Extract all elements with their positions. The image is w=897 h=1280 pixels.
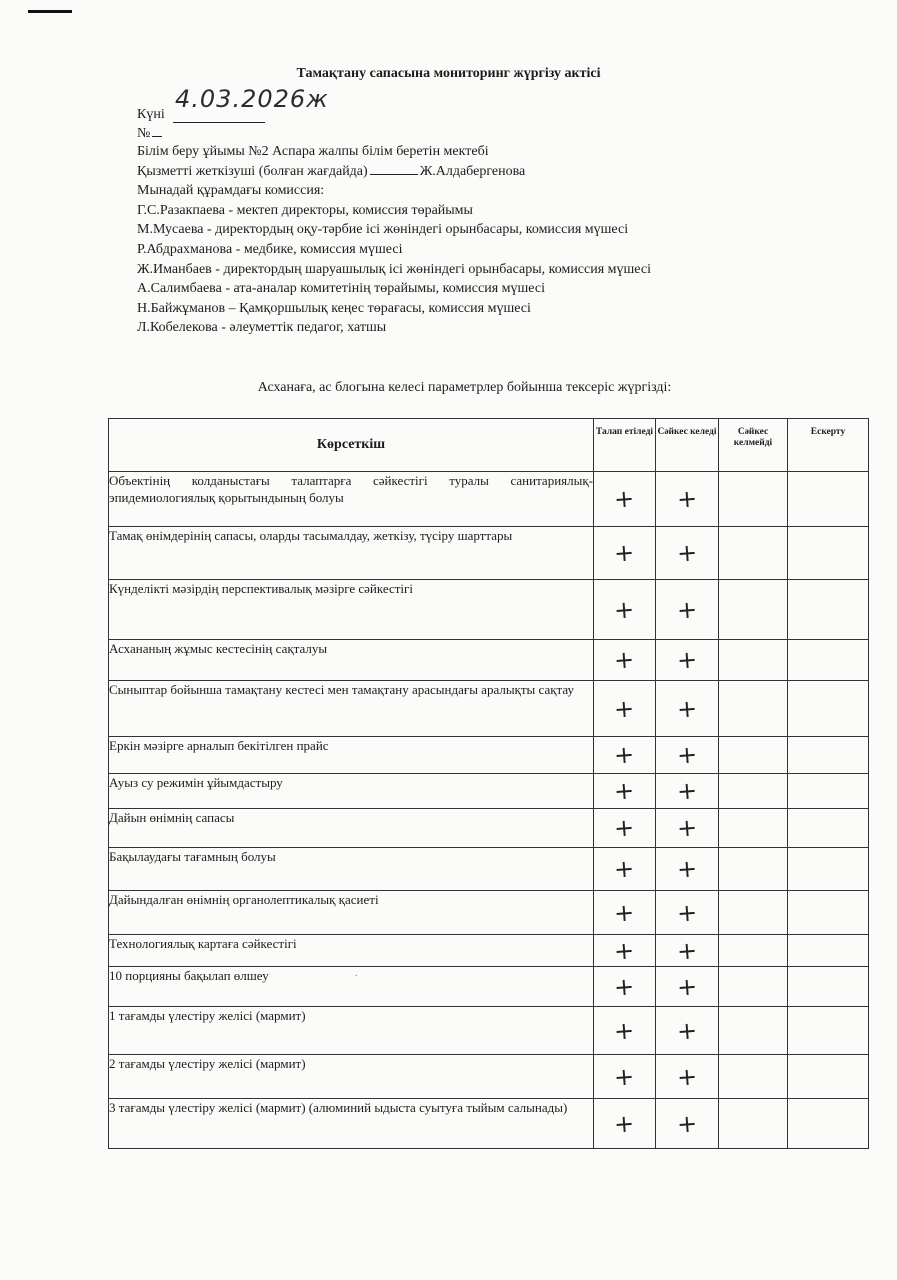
required-mark: +: [613, 645, 636, 675]
required-mark: +: [613, 1015, 636, 1046]
supplier-blank: [370, 174, 418, 175]
commission-member: Л.Кобелекова - әлеуметтік педагог, хатшы: [137, 320, 387, 336]
date-underline: [173, 122, 265, 123]
supplier-line: [137, 162, 651, 182]
required-mark: +: [613, 897, 636, 928]
noncompliant-cell: [719, 527, 788, 580]
row-indicator: 3 тағамды үлестіру желісі (мармит) (алюминий ыдыста суытуға тыйым салынады): [109, 1099, 594, 1149]
inspection-table: [108, 418, 869, 1149]
commission-member: Н.Байжұманов – Қамқоршылық кеңес төрағасы, комиссия мүшесі: [137, 300, 531, 316]
table-row: [109, 809, 869, 848]
note-cell: [788, 891, 869, 935]
compliant-mark: +: [675, 693, 698, 724]
row-indicator: Еркін мәзірге арналып бекітілген прайс: [109, 737, 594, 774]
header-block: [137, 85, 651, 338]
table-row: [109, 935, 869, 967]
noncompliant-cell: [719, 737, 788, 774]
noncompliant-cell: [719, 472, 788, 527]
note-cell: [788, 1007, 869, 1055]
table-row: [109, 681, 869, 737]
note-cell: [788, 774, 869, 809]
corner-mark: [28, 10, 72, 13]
noncompliant-cell: [719, 1055, 788, 1099]
noncompliant-cell: [719, 1007, 788, 1055]
note-cell: [788, 580, 869, 640]
required-mark: +: [613, 935, 636, 966]
required-mark: +: [613, 693, 636, 724]
number-underline: [152, 136, 162, 137]
required-mark: +: [613, 594, 636, 625]
table-row: [109, 1007, 869, 1055]
section-subtitle: Асханаға, ас блогына келесі параметрлер бойынша тексеріс жүргізді:: [257, 380, 672, 395]
note-cell: [788, 809, 869, 848]
note-cell: [788, 848, 869, 891]
table-row: [109, 1099, 869, 1149]
compliant-mark: +: [675, 1015, 698, 1046]
noncompliant-cell: [719, 891, 788, 935]
header-note: Ескерту: [788, 419, 869, 472]
compliant-mark: +: [675, 1061, 698, 1092]
compliant-mark: +: [675, 935, 698, 966]
date-value: 4.03.2026ж: [175, 85, 329, 113]
row-indicator: Сыныптар бойынша тамақтану кестесі мен тамақтану арасындағы аралықты сақтау: [109, 681, 594, 737]
required-mark: +: [613, 1108, 636, 1139]
header-indicator: Көрсеткіш: [109, 419, 594, 472]
date-label: Күні: [137, 107, 165, 122]
note-cell: [788, 935, 869, 967]
noncompliant-cell: [719, 640, 788, 681]
header-compliant: Сәйкес келеді: [656, 419, 719, 472]
row-indicator: 10 порцияны бақылап өлшеу: [109, 967, 594, 1007]
compliant-mark: +: [675, 645, 698, 675]
note-cell: [788, 681, 869, 737]
required-mark: +: [613, 971, 636, 1002]
table-row: [109, 737, 869, 774]
table-row: [109, 774, 869, 809]
compliant-mark: +: [675, 854, 698, 884]
table-row: [109, 640, 869, 681]
required-mark: +: [613, 740, 636, 770]
note-cell: [788, 1055, 869, 1099]
table-row: [109, 580, 869, 640]
noncompliant-cell: [719, 967, 788, 1007]
number-label: №: [137, 126, 151, 141]
noncompliant-cell: [719, 681, 788, 737]
note-cell: [788, 527, 869, 580]
header-required: Талап етіледі: [594, 419, 656, 472]
document-title: Тамақтану сапасына мониторинг жүргізу актісі: [296, 66, 601, 81]
compliant-mark: +: [675, 484, 698, 514]
required-mark: +: [613, 813, 636, 843]
required-mark: +: [613, 484, 636, 514]
table-row: [109, 891, 869, 935]
compliant-mark: +: [675, 594, 698, 625]
supplier-name: Ж.Алдабергенова: [419, 163, 526, 179]
noncompliant-cell: [719, 809, 788, 848]
row-indicator: Объектінің колданыстағы талаптарға сәйкестігі туралы санитариялық-эпидемиологиялық қорытындының болуы: [109, 472, 594, 527]
supplier-label: Қызметті жеткізуші (болған жағдайда): [137, 163, 368, 179]
compliant-mark: +: [675, 538, 698, 568]
row-indicator: Күнделікті мәзірдің перспективалық мәзірге сәйкестігі: [109, 580, 594, 640]
org-line: Білім беру ұйымы №2 Аспара жалпы білім беретін мектебі: [137, 144, 489, 159]
stray-dot: .: [355, 968, 358, 979]
row-indicator: Дайын өнімнің сапасы: [109, 809, 594, 848]
row-indicator: 2 тағамды үлестіру желісі (мармит): [109, 1055, 594, 1099]
compliant-mark: +: [675, 1108, 698, 1139]
required-mark: +: [613, 1061, 636, 1092]
commission-member: Г.С.Разакпаева - мектеп директоры, комиссия төрайымы: [137, 202, 473, 218]
required-mark: +: [613, 776, 636, 806]
compliant-mark: +: [675, 897, 698, 928]
commission-member: Р.Абдрахманова - медбике, комиссия мүшесі: [137, 241, 403, 257]
commission-member: А.Салимбаева - ата-аналар комитетінің төрайымы, комиссия мүшесі: [137, 281, 545, 297]
table-row: [109, 1055, 869, 1099]
note-cell: [788, 737, 869, 774]
note-cell: [788, 1099, 869, 1149]
commission-label: Мынадай құрамдағы комиссия:: [137, 183, 325, 199]
compliant-mark: +: [675, 813, 698, 843]
row-indicator: Бақылаудағы тағамның болуы: [109, 848, 594, 891]
row-indicator: Ауыз су режимін ұйымдастыру: [109, 774, 594, 809]
note-cell: [788, 472, 869, 527]
number-line: [137, 124, 651, 142]
table-row: [109, 848, 869, 891]
compliant-mark: +: [675, 776, 698, 806]
required-mark: +: [613, 854, 636, 884]
noncompliant-cell: [719, 774, 788, 809]
row-indicator: Асхананың жұмыс кестесінің сақталуы: [109, 640, 594, 681]
noncompliant-cell: [719, 1099, 788, 1149]
compliant-mark: +: [675, 740, 698, 770]
required-mark: +: [613, 538, 636, 568]
noncompliant-cell: [719, 935, 788, 967]
date-line: [137, 85, 651, 124]
note-cell: [788, 967, 869, 1007]
commission-member: Ж.Иманбаев - директордың шаруашылық ісі жөніндегі орынбасары, комиссия мүшесі: [137, 261, 651, 277]
row-indicator: Технологиялық картаға сәйкестігі: [109, 935, 594, 967]
noncompliant-cell: [719, 580, 788, 640]
header-noncompliant: Сәйкес келмейді: [719, 419, 788, 472]
note-cell: [788, 640, 869, 681]
compliant-mark: +: [675, 971, 698, 1002]
table-row: [109, 527, 869, 580]
row-indicator: Дайындалған өнімнің органолептикалық қасиеті: [109, 891, 594, 935]
table-row: [109, 967, 869, 1007]
table-header-row: [109, 419, 869, 472]
row-indicator: 1 тағамды үлестіру желісі (мармит): [109, 1007, 594, 1055]
row-indicator: Тамақ өнімдерінің сапасы, оларды тасымалдау, жеткізу, түсіру шарттары: [109, 527, 594, 580]
commission-member: М.Мусаева - директордың оқу-тәрбие ісі жөніндегі орынбасары, комиссия мүшесі: [137, 222, 629, 238]
table-row: [109, 472, 869, 527]
noncompliant-cell: [719, 848, 788, 891]
